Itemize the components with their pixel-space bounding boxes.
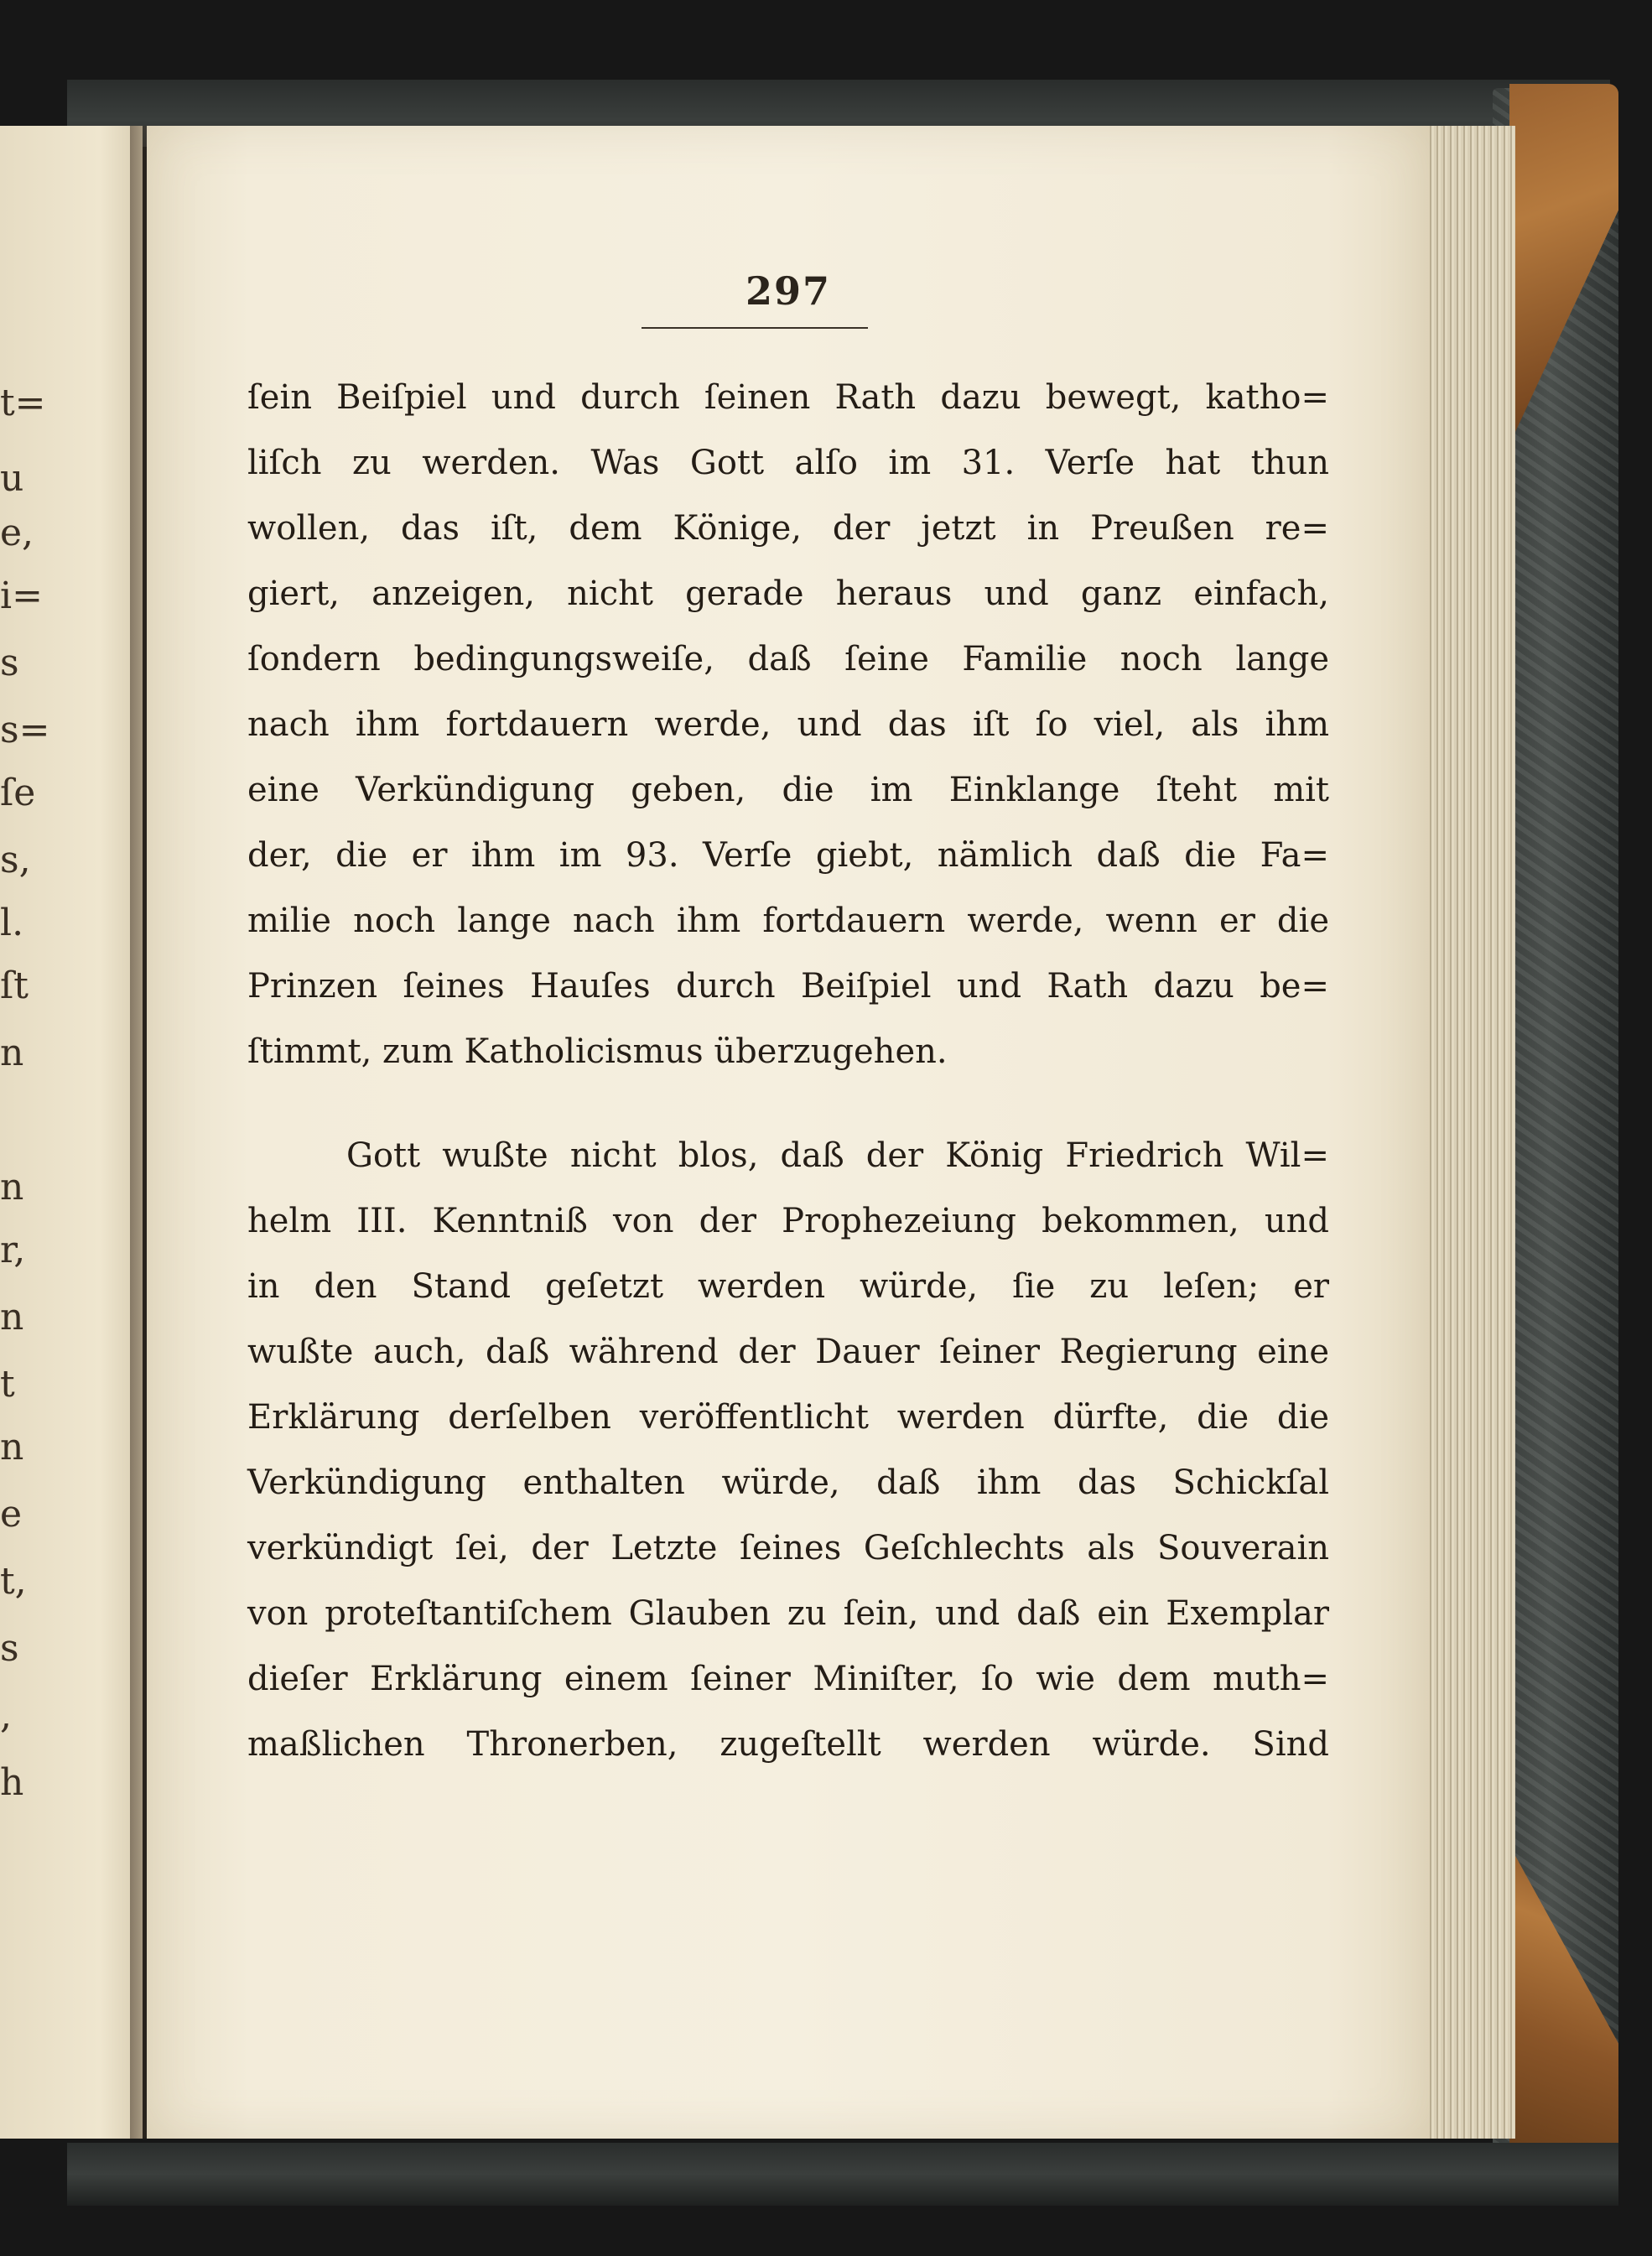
text-line: wußte auch, daß während der Dauer ſeiner Regierung eine xyxy=(247,1333,1329,1371)
left-fragment: r, xyxy=(0,1229,26,1271)
header-rule xyxy=(642,327,868,329)
text-line: nach ihm fortdauern werde, und das iſt ſo viel, als ihm xyxy=(247,705,1329,744)
text-line: helm III. Kenntniß von der Prophezeiung bekommen, und xyxy=(247,1202,1329,1240)
left-fragment: t, xyxy=(0,1560,27,1603)
text-line: giert, anzeigen, nicht gerade heraus und ganz einfach, xyxy=(247,574,1329,613)
left-fragment: s, xyxy=(0,839,31,881)
text-line: dieſer Erklärung einem ſeiner Miniſter, ſo wie dem muth= xyxy=(247,1660,1329,1698)
text-line: eine Verkündigung geben, die im Einklange ſteht mit xyxy=(247,771,1329,809)
left-fragment: n xyxy=(0,1032,24,1074)
page-body xyxy=(247,365,1329,1777)
left-fragment: e, xyxy=(0,512,34,554)
left-fragment: n xyxy=(0,1426,24,1468)
left-fragment: s= xyxy=(0,709,50,751)
page-edges xyxy=(1426,126,1515,2139)
left-fragment: t= xyxy=(0,382,46,424)
text-line: Gott wußte nicht blos, daß der König Friedrich Wil= xyxy=(346,1136,1329,1175)
text-line: Erklärung derſelben veröffentlicht werden dürfte, die die xyxy=(247,1398,1329,1437)
text-line: Prinzen ſeines Hauſes durch Beiſpiel und Rath dazu be= xyxy=(247,967,1329,1006)
left-fragment: e xyxy=(0,1493,23,1536)
text-line: ſein Beiſpiel und durch ſeinen Rath dazu bewegt, katho= xyxy=(247,378,1329,417)
text-line: von proteſtantiſchem Glauben zu ſein, und daß ein Exemplar xyxy=(247,1594,1329,1633)
previous-page-edge xyxy=(0,126,143,2139)
paragraph-2 xyxy=(247,1123,1329,1777)
left-fragment: ſe xyxy=(0,772,36,814)
cover-board-bottom xyxy=(67,2143,1618,2206)
text-line: in den Stand geſetzt werden würde, ſie zu leſen; er xyxy=(247,1267,1329,1306)
left-fragment: n xyxy=(0,1166,24,1209)
left-fragment: s xyxy=(0,1627,19,1670)
text-line: der, die er ihm im 93. Verſe giebt, nämlich daß die Fa= xyxy=(247,836,1329,875)
left-fragment: , xyxy=(0,1694,12,1737)
left-fragment: n xyxy=(0,1296,24,1339)
text-line: milie noch lange nach ihm fortdauern werde, wenn er die xyxy=(247,902,1329,940)
left-fragment: s xyxy=(0,642,19,684)
paragraph-1 xyxy=(247,365,1329,1084)
left-fragment: ſt xyxy=(0,964,29,1007)
left-fragment: t xyxy=(0,1363,15,1406)
text-line: wollen, das iſt, dem Könige, der jetzt in Preußen re= xyxy=(247,509,1329,548)
page-number: 297 xyxy=(745,268,832,314)
text-line: verkündigt ſei, der Letzte ſeines Geſchlechts als Souverain xyxy=(247,1529,1329,1567)
left-fragment: l. xyxy=(0,902,24,944)
book-page xyxy=(147,126,1430,2139)
left-fragment: u xyxy=(0,457,24,500)
left-fragment: h xyxy=(0,1761,24,1804)
left-fragment: i= xyxy=(0,574,43,617)
text-line: maßlichen Thronerben, zugeſtellt werden würde. Sind xyxy=(247,1725,1329,1764)
text-line: Verkündigung enthalten würde, daß ihm das Schickſal xyxy=(247,1463,1329,1502)
text-line: ſondern bedingungsweiſe, daß ſeine Familie noch lange xyxy=(247,640,1329,678)
text-line: ſtimmt, zum Katholicismus überzugehen. xyxy=(247,1032,948,1071)
text-line: liſch zu werden. Was Gott alſo im 31. Verſe hat thun xyxy=(247,444,1329,482)
